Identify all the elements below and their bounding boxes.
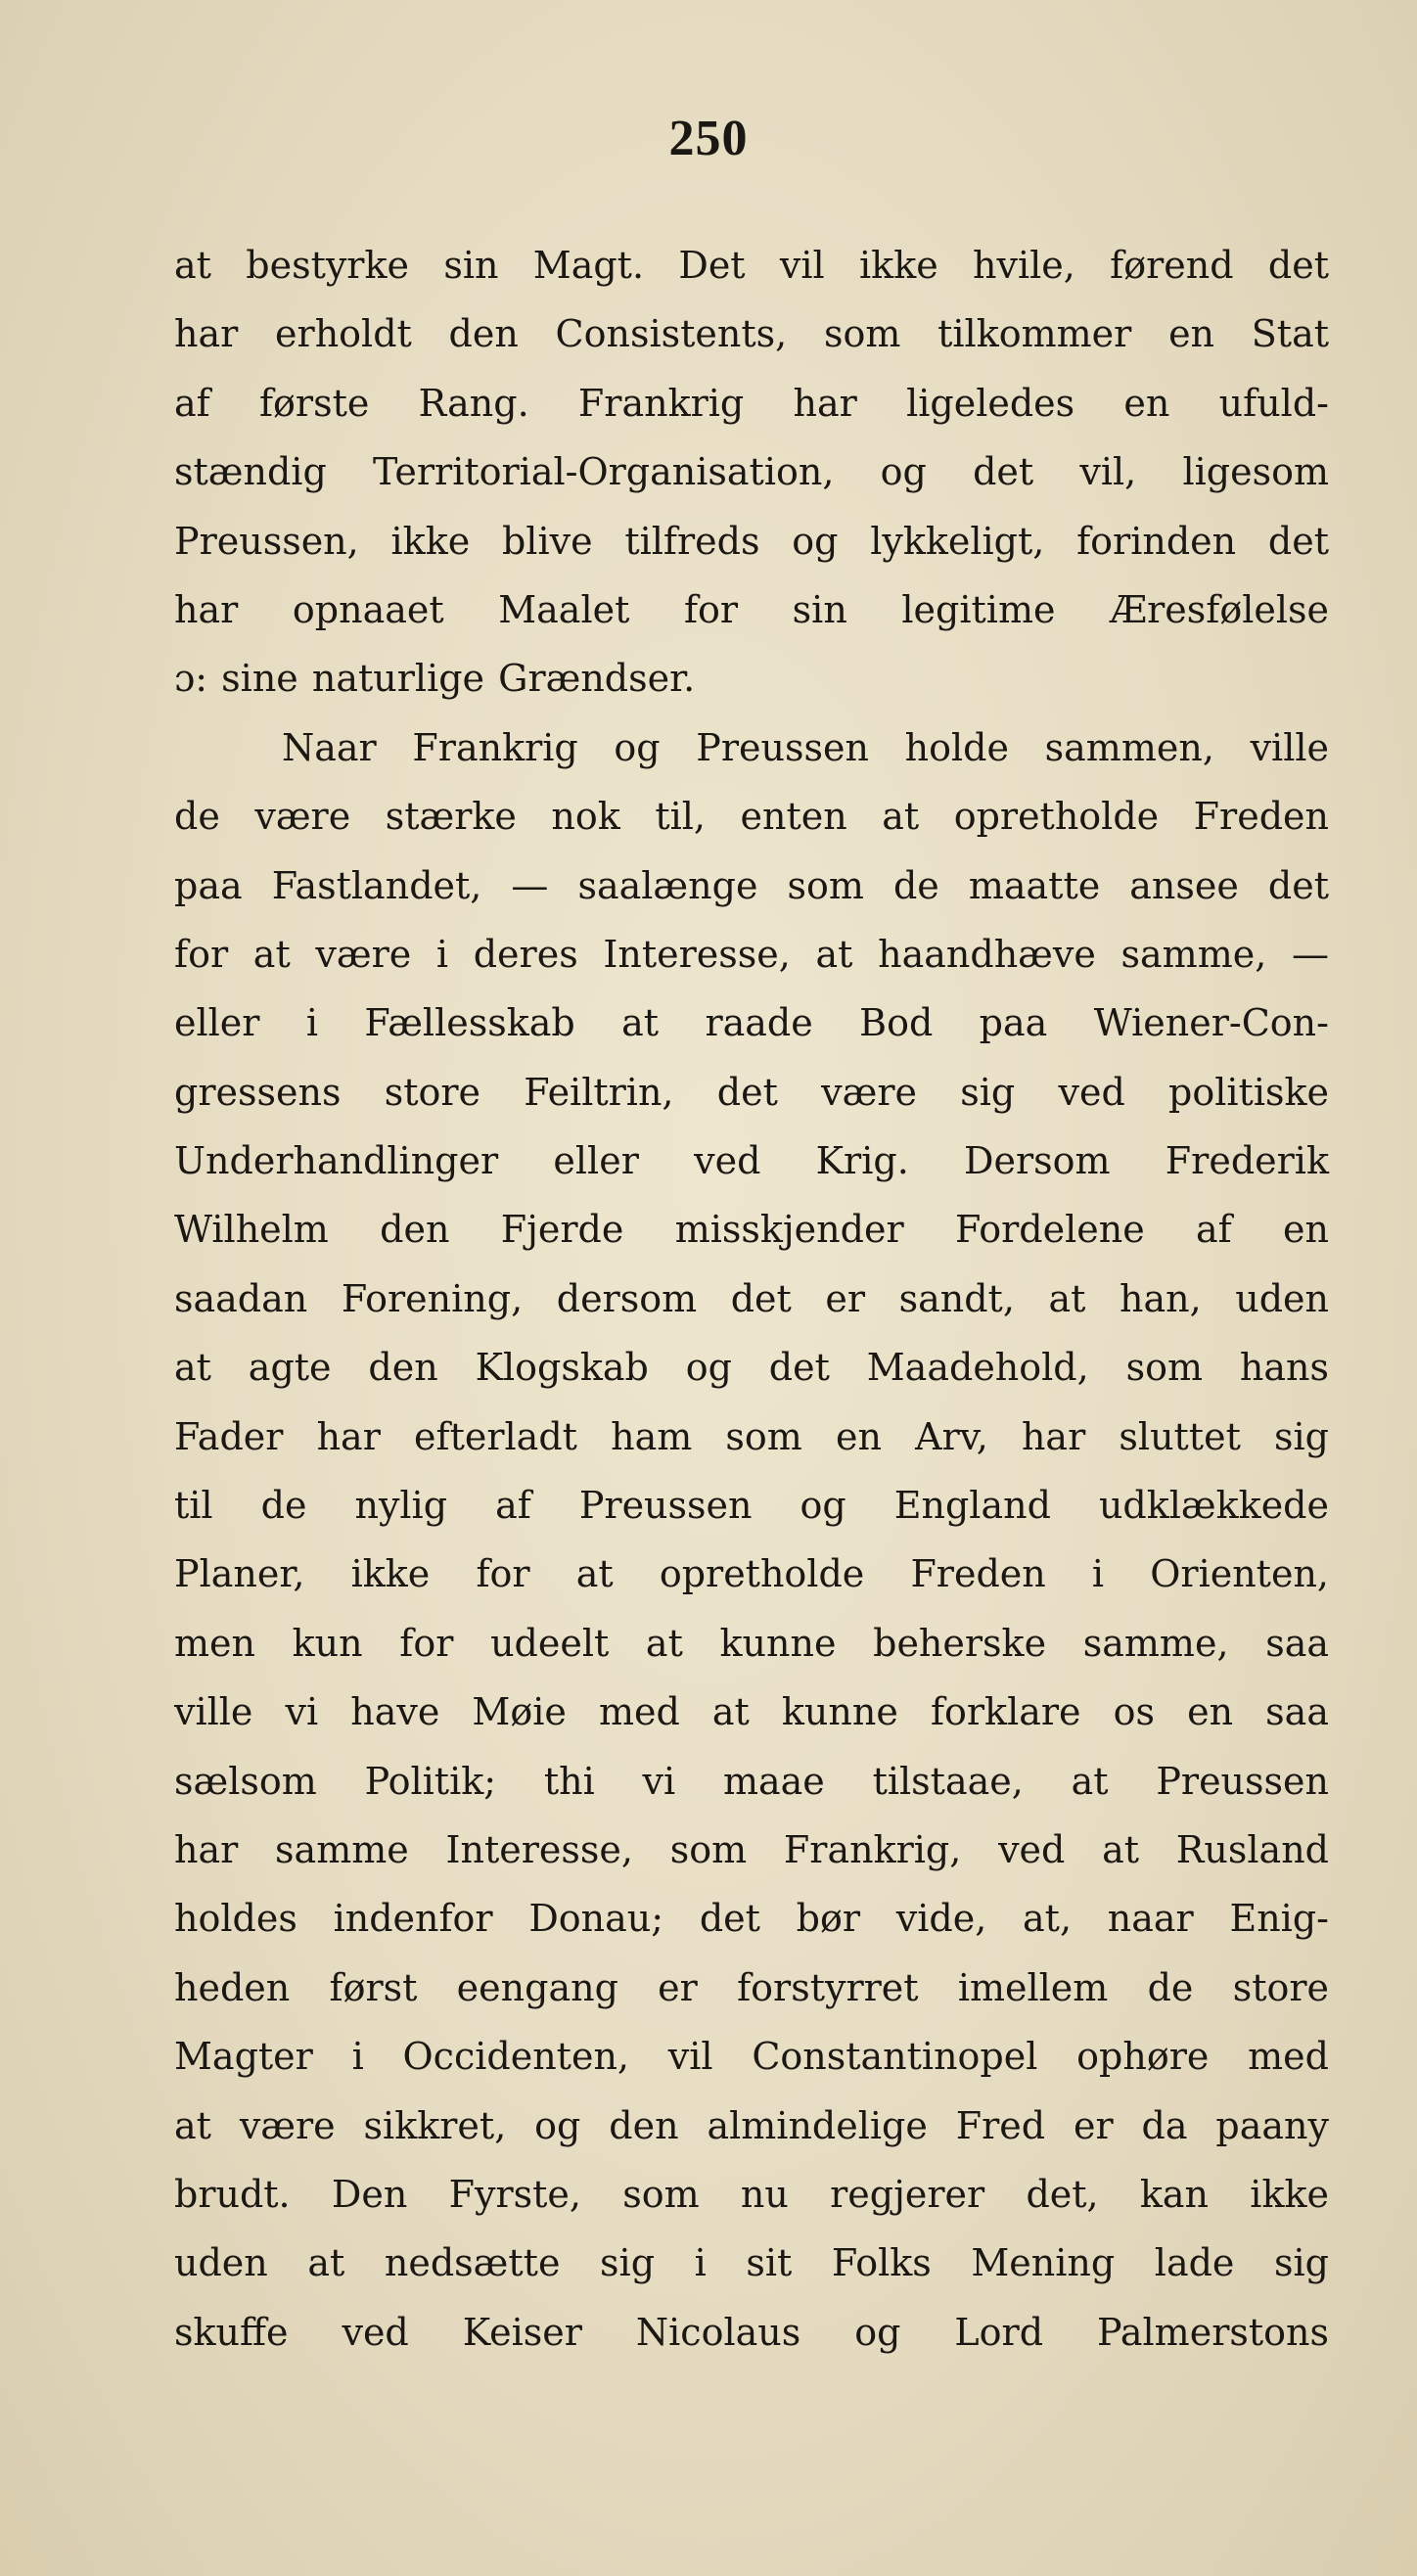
text-line: at agte den Klogskab og det Maadehold, som hans (174, 1346, 1329, 1390)
text-line: af første Rang. Frankrig har ligeledes en ufuld- (174, 381, 1329, 425)
page-number: 250 (668, 111, 749, 166)
text-line: paa Fastlandet, — saalænge som de maatte ansee det (174, 863, 1329, 907)
text-line: heden først eengang er forstyrret imellem de store (174, 1965, 1329, 2009)
text-line: stændig Territorial-Organisation, og det vil, ligesom (174, 450, 1329, 494)
text-line: at bestyrke sin Magt. Det vil ikke hvile, førend det (174, 244, 1329, 287)
text-line: eller i Fællesskab at raade Bod paa Wiener-Con- (174, 1001, 1329, 1045)
text-line: Naar Frankrig og Preussen holde sammen, ville (282, 725, 1329, 769)
text-line: Preussen, ikke blive tilfreds og lykkeligt, forinden det (174, 519, 1329, 563)
text-line: Magter i Occidenten, vil Constantinopel ophøre med (174, 2035, 1329, 2079)
text-line: Underhandlinger eller ved Krig. Dersom Frederik (174, 1139, 1329, 1183)
body-text (174, 231, 1329, 2367)
text-line: de være stærke nok til, enten at opretholde Freden (174, 795, 1329, 839)
text-line: at være sikkret, og den almindelige Fred er da paany (174, 2103, 1329, 2147)
text-line: sælsom Politik; thi vi maae tilstaae, at Preussen (174, 1759, 1329, 1803)
text-line: ɔ: sine naturlige Grændser. (174, 657, 696, 701)
text-line: Wilhelm den Fjerde misskjender Fordelene af en (174, 1208, 1329, 1252)
text-line: Planer, ikke for at opretholde Freden i Orienten, (174, 1552, 1329, 1596)
text-line: brudt. Den Fyrste, som nu regjerer det, kan ikke (174, 2172, 1329, 2216)
text-line: saadan Forening, dersom det er sandt, at han, uden (174, 1276, 1329, 1320)
text-line: for at være i deres Interesse, at haandhæve samme, — (174, 932, 1329, 976)
text-line: til de nylig af Preussen og England udklækkede (174, 1484, 1329, 1528)
text-line: holdes indenfor Donau; det bør vide, at, naar Enig- (174, 1897, 1329, 1941)
text-line: gressens store Feiltrin, det være sig ved politiske (174, 1070, 1329, 1114)
text-line: men kun for udeelt at kunne beherske samme, saa (174, 1621, 1329, 1665)
text-line: har opnaaet Maalet for sin legitime Æresfølelse (174, 587, 1329, 631)
text-line: har samme Interesse, som Frankrig, ved at Rusland (174, 1827, 1329, 1871)
text-line: uden at nedsætte sig i sit Folks Mening lade sig (174, 2241, 1329, 2285)
text-line: har erholdt den Consistents, som tilkommer en Stat (174, 312, 1329, 356)
text-line: Fader har efterladt ham som en Arv, har sluttet sig (174, 1414, 1329, 1458)
text-line: skuffe ved Keiser Nicolaus og Lord Palmerstons (174, 2310, 1329, 2354)
text-line: ville vi have Møie med at kunne forklare os en saa (174, 1690, 1329, 1734)
